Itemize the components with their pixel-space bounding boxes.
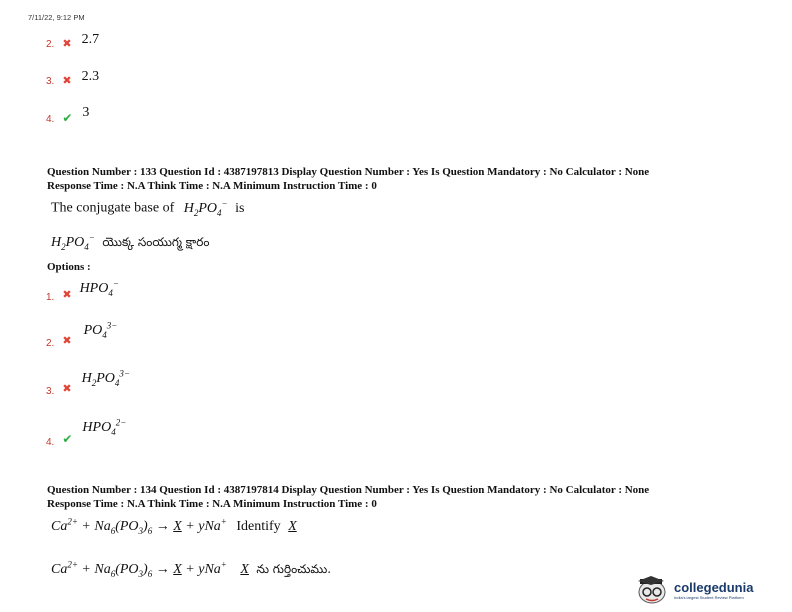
option-value: 2.3: [81, 69, 100, 84]
option-row: [46, 417, 127, 448]
option-value: 3: [82, 105, 90, 120]
formula-h2po4-minus: $H_2PO_4^-$: [51, 232, 95, 252]
logo-tagline: India's largest Student Review Platform: [674, 595, 744, 600]
mascot-icon: [636, 576, 672, 604]
meta-line-2: Response Time : N.A Think Time : N.A Minimum Instruction Time : 0: [47, 180, 377, 192]
timestamp: 7/11/22, 9:12 PM: [28, 13, 85, 22]
formula-hpo4-minus: $HPO_4^-$: [79, 278, 119, 298]
q133-text-te: [51, 232, 209, 252]
q134-text-en: [51, 516, 297, 535]
wrong-icon: ✖: [62, 333, 72, 347]
correct-icon: ✔: [62, 431, 73, 446]
wrong-icon: ✖: [62, 381, 72, 395]
option-row: [46, 368, 130, 397]
option-number: 2.: [46, 337, 55, 349]
question-text-suffix: Identify: [236, 518, 281, 534]
collegedunia-logo: [636, 576, 753, 604]
option-row: [46, 105, 90, 127]
formula-h2po4-3minus: $H_2PO_4^{3-}$: [81, 368, 130, 388]
question-text-telugu: యొక్క సంయుగ్మ క్షారం: [102, 234, 210, 249]
option-number: 3.: [46, 76, 55, 87]
option-number: 3.: [46, 385, 55, 397]
q133-meta: [47, 165, 767, 193]
q134-meta: [47, 483, 767, 511]
question-text-suffix: is: [235, 200, 245, 216]
option-number: 2.: [46, 39, 55, 50]
logo-name: collegedunia: [674, 580, 754, 595]
options-label: Options :: [47, 261, 91, 273]
wrong-icon: ✖: [62, 74, 72, 87]
option-number: 1.: [46, 291, 55, 303]
formula-hpo4-2minus: $HPO_4^{2-}$: [82, 417, 127, 437]
correct-icon: ✔: [62, 111, 73, 125]
question-text: The conjugate base of: [51, 200, 175, 216]
option-row: [46, 320, 118, 349]
option-number: 4.: [46, 436, 55, 448]
variable-x: X: [240, 561, 249, 577]
option-number: 4.: [46, 114, 55, 125]
option-row: [46, 34, 99, 52]
variable-x: X: [288, 518, 297, 534]
reaction-equation: $Ca^{2+} + Na_6(PO_3)_6 \to X + yNa^+$: [51, 559, 227, 579]
option-value: 2.7: [81, 32, 100, 47]
option-row: [46, 278, 119, 303]
formula-po4-3minus: $PO_4^{3-}$: [83, 320, 118, 340]
wrong-icon: ✖: [62, 37, 72, 50]
question-text-telugu: ను గుర్తించుము.: [256, 561, 332, 576]
q133-text-en: [51, 198, 244, 217]
meta-line-2: Response Time : N.A Think Time : N.A Minimum Instruction Time : 0: [47, 498, 377, 510]
meta-line-1: Question Number : 134 Question Id : 4387197814 Display Question Number : Yes Is Question Mandatory : No Calculator : None: [47, 484, 650, 496]
option-row: [46, 71, 99, 89]
q134-text-te: [51, 559, 331, 579]
meta-line-1: Question Number : 133 Question Id : 4387197813 Display Question Number : Yes Is Question Mandatory : No Calculator : None: [47, 166, 650, 178]
wrong-icon: ✖: [62, 287, 72, 301]
formula-h2po4-minus: $H_2PO_4^-$: [183, 198, 228, 218]
reaction-equation: $Ca^{2+} + Na_6(PO_3)_6 \to X + yNa^+$: [51, 516, 227, 536]
